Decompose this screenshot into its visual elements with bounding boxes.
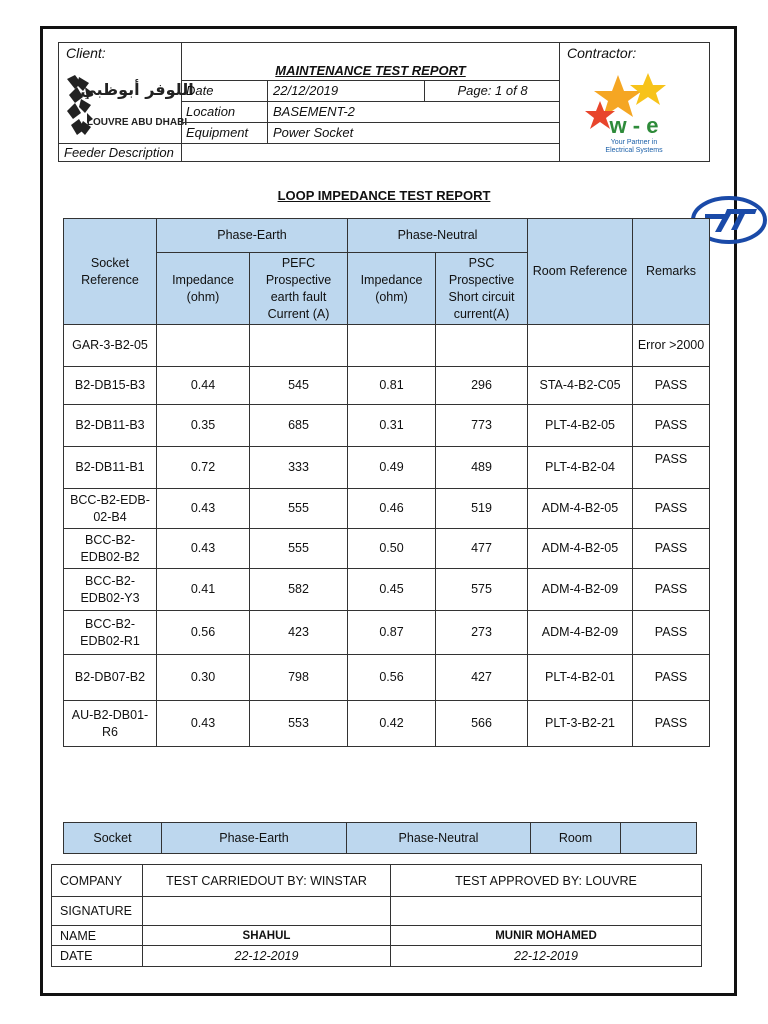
cell-socket: BCC-B2-EDB02-B2 xyxy=(64,529,157,569)
cell-room: ADM-4-B2-05 xyxy=(528,529,633,569)
cell-pefc: 553 xyxy=(250,701,348,747)
feeder-description: Feeder Description xyxy=(59,143,183,163)
cell-pn-impedance: 0.46 xyxy=(348,489,436,529)
cell-pn-impedance: 0.87 xyxy=(348,611,436,655)
table-row xyxy=(64,655,710,701)
name-winstar: SHAHUL xyxy=(143,926,391,946)
cell-pn-impedance: 0.31 xyxy=(348,405,436,447)
cell-socket: B2-DB11-B3 xyxy=(64,405,157,447)
cell-psc: 296 xyxy=(436,367,528,405)
report-title-row xyxy=(181,43,560,81)
cell-socket: BCC-B2-EDB02-Y3 xyxy=(64,569,157,611)
cell-pefc: 545 xyxy=(250,367,348,405)
name-louvre: MUNIR MOHAMED xyxy=(391,926,702,946)
client-label: Client: xyxy=(66,45,106,61)
cell-pefc: 333 xyxy=(250,447,348,489)
cell-pn-impedance: 0.50 xyxy=(348,529,436,569)
page-number: Page: 1 of 8 xyxy=(424,81,560,101)
location-row xyxy=(181,102,560,123)
cell-socket: GAR-3-B2-05 xyxy=(64,325,157,367)
signature-row xyxy=(52,897,702,926)
cell-remarks: PASS xyxy=(633,405,710,447)
cell-remarks: Error >2000 xyxy=(633,325,710,367)
th-socket-reference: Socket Reference xyxy=(64,219,157,325)
cell-remarks: PASS xyxy=(633,611,710,655)
cell-psc: 773 xyxy=(436,405,528,447)
company-row xyxy=(52,865,702,897)
equipment-value: Power Socket xyxy=(273,125,354,140)
header-row-1 xyxy=(64,219,710,253)
table-row xyxy=(64,529,710,569)
cell-pe-impedance: 0.41 xyxy=(157,569,250,611)
table-row xyxy=(64,701,710,747)
loop-impedance-table xyxy=(63,218,710,747)
cell-pefc xyxy=(250,325,348,367)
cell-remarks: PASS xyxy=(633,447,710,489)
cell-psc: 427 xyxy=(436,655,528,701)
cell-room: PLT-3-B2-21 xyxy=(528,701,633,747)
th-pn-impedance: Impedance (ohm) xyxy=(348,253,436,325)
signature-winstar xyxy=(143,897,391,926)
cell-pe-impedance xyxy=(157,325,250,367)
cell-pefc: 423 xyxy=(250,611,348,655)
logo-arabic-text: اللوفر أبوظبي xyxy=(80,80,194,99)
cell-room: PLT-4-B2-01 xyxy=(528,655,633,701)
cell-pefc: 555 xyxy=(250,529,348,569)
signoff-table xyxy=(51,864,702,967)
test-carried-out-by: TEST CARRIEDOUT BY: WINSTAR xyxy=(143,865,391,897)
report-info-box xyxy=(181,42,560,162)
cell-pe-impedance: 0.72 xyxy=(157,447,250,489)
summary-blank xyxy=(621,823,697,854)
cell-pn-impedance: 0.45 xyxy=(348,569,436,611)
th-phase-earth: Phase-Earth xyxy=(157,219,348,253)
cell-pe-impedance: 0.56 xyxy=(157,611,250,655)
cell-remarks: PASS xyxy=(633,655,710,701)
cell-room: ADM-4-B2-09 xyxy=(528,569,633,611)
cell-pe-impedance: 0.43 xyxy=(157,529,250,569)
louvre-abu-dhabi-logo xyxy=(65,73,194,141)
date-row xyxy=(181,81,560,102)
equipment-label: Equipment xyxy=(181,123,268,143)
location-value: BASEMENT-2 xyxy=(273,104,355,119)
section-title: LOOP IMPEDANCE TEST REPORT xyxy=(277,188,491,203)
w-e-logo xyxy=(570,71,698,159)
cell-psc: 519 xyxy=(436,489,528,529)
cell-pn-impedance: 0.81 xyxy=(348,367,436,405)
cell-psc: 477 xyxy=(436,529,528,569)
cell-pe-impedance: 0.30 xyxy=(157,655,250,701)
signature-label: SIGNATURE xyxy=(52,897,143,926)
th-remarks: Remarks xyxy=(633,219,710,325)
th-phase-neutral: Phase-Neutral xyxy=(348,219,528,253)
cell-pefc: 685 xyxy=(250,405,348,447)
summary-socket: Socket xyxy=(64,823,162,854)
report-title: MAINTENANCE TEST REPORT xyxy=(275,63,466,78)
cell-pn-impedance xyxy=(348,325,436,367)
th-pefc: PEFC Prospective earth fault Current (A) xyxy=(250,253,348,325)
cell-pefc: 798 xyxy=(250,655,348,701)
cell-psc: 489 xyxy=(436,447,528,489)
date-label: Date xyxy=(181,81,268,101)
date-row xyxy=(52,946,702,967)
cell-psc xyxy=(436,325,528,367)
contractor-label: Contractor: xyxy=(567,45,637,61)
cell-pe-impedance: 0.35 xyxy=(157,405,250,447)
we-mark: w - e xyxy=(609,113,659,138)
company-label: COMPANY xyxy=(52,865,143,897)
table-row xyxy=(64,325,710,367)
contractor-box xyxy=(560,42,710,162)
cell-room: PLT-4-B2-04 xyxy=(528,447,633,489)
equipment-row xyxy=(181,123,560,144)
table-row xyxy=(64,611,710,655)
cell-socket: AU-B2-DB01-R6 xyxy=(64,701,157,747)
cell-room xyxy=(528,325,633,367)
cell-socket: B2-DB15-B3 xyxy=(64,367,157,405)
table-row xyxy=(64,489,710,529)
test-approved-by: TEST APPROVED BY: LOUVRE xyxy=(391,865,702,897)
cell-room: PLT-4-B2-05 xyxy=(528,405,633,447)
cell-room: ADM-4-B2-05 xyxy=(528,489,633,529)
table-row xyxy=(64,405,710,447)
cell-pn-impedance: 0.49 xyxy=(348,447,436,489)
th-pe-impedance: Impedance (ohm) xyxy=(157,253,250,325)
summary-phase-earth: Phase-Earth xyxy=(162,823,347,854)
name-row xyxy=(52,926,702,946)
cell-pefc: 582 xyxy=(250,569,348,611)
summary-phase-neutral: Phase-Neutral xyxy=(347,823,531,854)
logo-latin-text: LOUVRE ABU DHABI xyxy=(86,117,188,128)
cell-room: STA-4-B2-C05 xyxy=(528,367,633,405)
table-row xyxy=(64,447,710,489)
cell-psc: 566 xyxy=(436,701,528,747)
cell-psc: 575 xyxy=(436,569,528,611)
cell-remarks: PASS xyxy=(633,701,710,747)
cell-remarks: PASS xyxy=(633,367,710,405)
cell-pefc: 555 xyxy=(250,489,348,529)
summary-header-table xyxy=(63,822,697,854)
table-row xyxy=(64,569,710,611)
client-box xyxy=(58,42,194,162)
name-label: NAME xyxy=(52,926,143,946)
summary-room: Room xyxy=(531,823,621,854)
th-room-reference: Room Reference xyxy=(528,219,633,325)
cell-remarks: PASS xyxy=(633,489,710,529)
cell-remarks: PASS xyxy=(633,529,710,569)
cell-room: ADM-4-B2-09 xyxy=(528,611,633,655)
cell-psc: 273 xyxy=(436,611,528,655)
th-psc: PSC Prospective Short circuit current(A) xyxy=(436,253,528,325)
date-winstar: 22-12-2019 xyxy=(143,946,391,967)
cell-pe-impedance: 0.44 xyxy=(157,367,250,405)
date-label-sign: DATE xyxy=(52,946,143,967)
cell-socket: B2-DB11-B1 xyxy=(64,447,157,489)
we-tagline-2: Electrical Systems xyxy=(605,147,663,154)
cell-socket: BCC-B2-EDB-02-B4 xyxy=(64,489,157,529)
cell-socket: BCC-B2-EDB02-R1 xyxy=(64,611,157,655)
summary-row xyxy=(64,823,697,854)
table-row xyxy=(64,367,710,405)
location-label: Location xyxy=(181,102,268,122)
cell-pe-impedance: 0.43 xyxy=(157,489,250,529)
cell-remarks: PASS xyxy=(633,569,710,611)
date-value: 22/12/2019 xyxy=(273,83,339,98)
date-louvre: 22-12-2019 xyxy=(391,946,702,967)
cell-pe-impedance: 0.43 xyxy=(157,701,250,747)
signature-louvre xyxy=(391,897,702,926)
we-tagline-1: Your Partner in xyxy=(610,139,658,146)
cell-pn-impedance: 0.42 xyxy=(348,701,436,747)
cell-socket: B2-DB07-B2 xyxy=(64,655,157,701)
cell-pn-impedance: 0.56 xyxy=(348,655,436,701)
